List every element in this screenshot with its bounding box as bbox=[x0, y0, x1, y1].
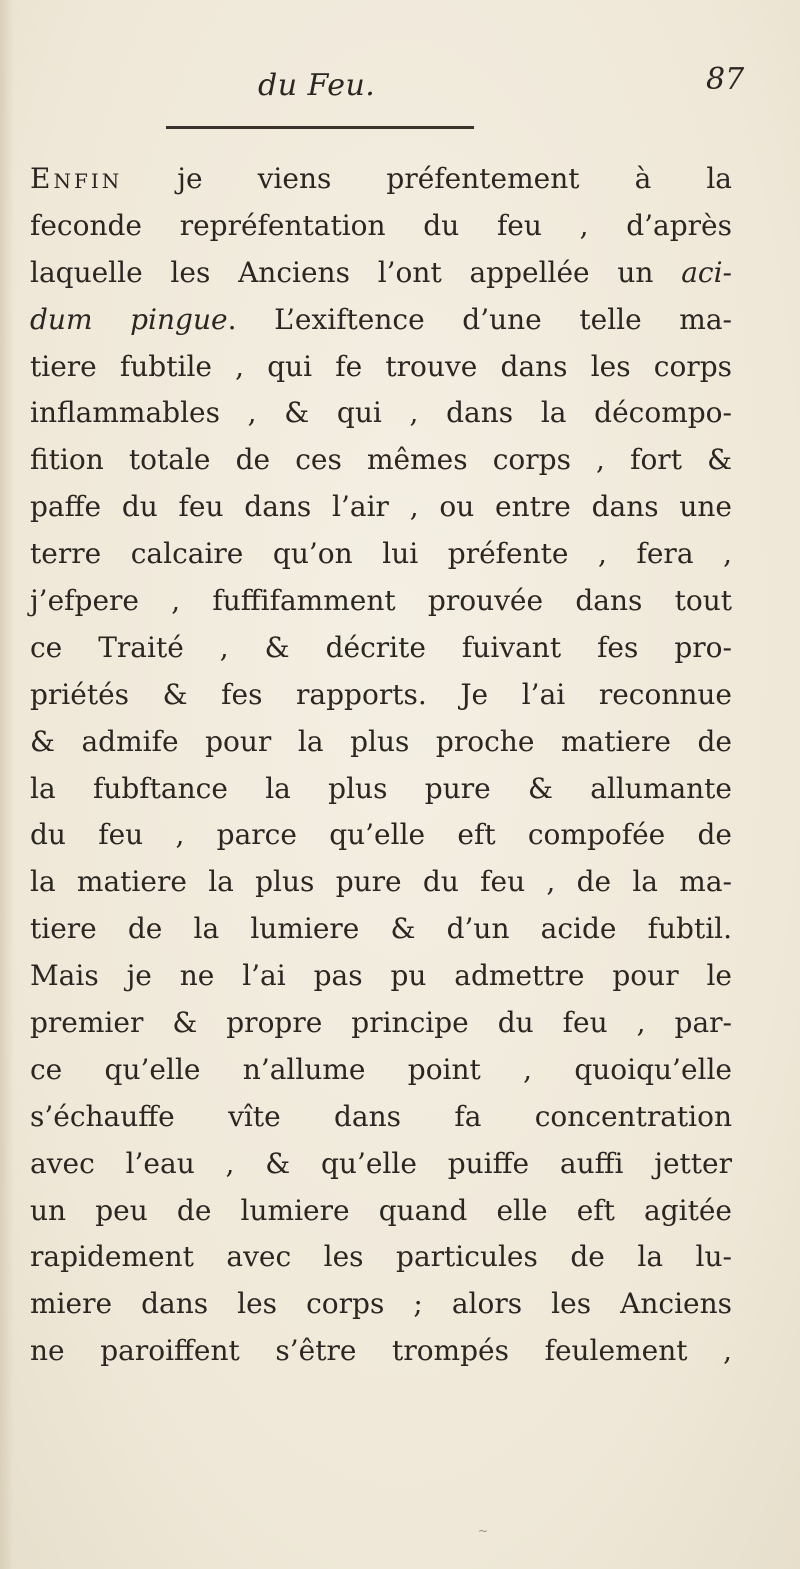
text-line: un peu de lumiere quand elle eft agitée bbox=[30, 1193, 732, 1227]
gutter-shadow bbox=[0, 0, 14, 1569]
text-line: rapidement avec les particules de la lu- bbox=[30, 1240, 732, 1274]
text-line: laquelle les Anciens l’ont appellée un aci- bbox=[30, 255, 732, 289]
text-line: terre calcaire qu’on lui préfente , fera , bbox=[30, 537, 732, 571]
text-line: & admife pour la plus proche matiere de bbox=[30, 724, 732, 758]
text-line: fition totale de ces mêmes corps , fort & bbox=[30, 443, 732, 477]
text-line: ce Traité , & décrite fuivant fes pro- bbox=[30, 630, 732, 664]
text-line: la fubftance la plus pure & allumante bbox=[30, 771, 732, 805]
header-rule bbox=[166, 126, 474, 129]
text-line: Enfin je viens préfentement à la bbox=[30, 162, 732, 195]
text-line: paffe du feu dans l’air , ou entre dans une bbox=[30, 490, 732, 524]
text-line: du feu , parce qu’elle eft compofée de bbox=[30, 818, 732, 852]
text-line: ce qu’elle n’allume point , quoiqu’elle bbox=[30, 1052, 732, 1086]
text-line: tiere de la lumiere & d’un acide fubtil. bbox=[30, 912, 732, 946]
drop-word: Enfin bbox=[30, 162, 123, 195]
text-line: j’efpere , fuffifamment prouvée dans tout bbox=[30, 584, 732, 618]
text-line: miere dans les corps ; alors les Anciens bbox=[30, 1287, 732, 1321]
italic-term: aci- bbox=[681, 255, 732, 289]
text-line: la matiere la plus pure du feu , de la ma- bbox=[30, 865, 732, 899]
italic-term: dum pingue bbox=[30, 302, 228, 336]
printer-mark: ~ bbox=[478, 1524, 489, 1538]
running-title: du Feu. bbox=[258, 68, 376, 103]
text-line: dum pingue. L’exiftence d’une telle ma- bbox=[30, 302, 732, 336]
text-line: ne paroiffent s’être trompés feulement , bbox=[30, 1334, 732, 1368]
page-header bbox=[0, 62, 800, 112]
text-line: s’échauffe vîte dans fa concentration bbox=[30, 1099, 732, 1133]
text-line: feconde repréfentation du feu , d’après bbox=[30, 208, 732, 242]
text-line: priétés & fes rapports. Je l’ai reconnue bbox=[30, 677, 732, 711]
text-line: avec l’eau , & qu’elle puiffe auffi jetter bbox=[30, 1146, 732, 1180]
page-number: 87 bbox=[706, 62, 745, 97]
body-text bbox=[30, 160, 732, 1379]
text-line: inflammables , & qui , dans la décompo- bbox=[30, 396, 732, 430]
text-line: tiere fubtile , qui fe trouve dans les corps bbox=[30, 349, 732, 383]
text-line: premier & propre principe du feu , par- bbox=[30, 1006, 732, 1040]
text-line: Mais je ne l’ai pas pu admettre pour le bbox=[30, 959, 732, 993]
